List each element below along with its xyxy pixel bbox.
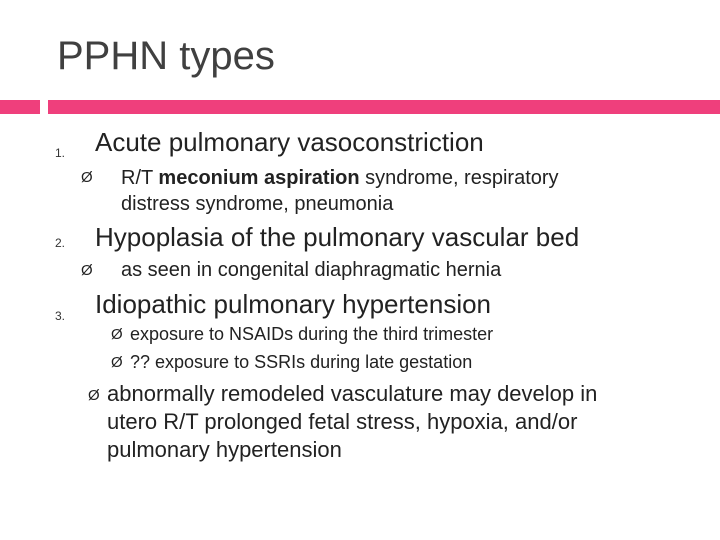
sub-item-1-prefix: R/T xyxy=(121,167,159,189)
accent-bar-left xyxy=(0,100,40,114)
sub-item-1 xyxy=(121,165,681,217)
list-item-3: Idiopathic pulmonary hypertension xyxy=(95,289,492,319)
accent-bar-right xyxy=(48,100,720,114)
sub-item-1-line2: distress syndrome, pneumonia xyxy=(121,193,394,215)
sub-item-3c-line3: pulmonary hypertension xyxy=(107,437,342,462)
list-number-3: 3. xyxy=(55,309,66,323)
sub-item-3b: ?? exposure to SSRIs during late gestation xyxy=(130,352,473,372)
arrow-bullet-icon: Ø xyxy=(111,354,123,371)
sub-item-3c-line1: abnormally remodeled vasculature may develop in xyxy=(107,381,598,406)
sub-item-1-bold: meconium aspiration xyxy=(158,167,360,189)
list-number-1: 1. xyxy=(55,146,66,160)
sub-item-1-line1 xyxy=(121,165,681,191)
sub-item-3c xyxy=(107,380,707,464)
arrow-bullet-icon: Ø xyxy=(111,326,123,343)
sub-item-2: as seen in congenital diaphragmatic hernia xyxy=(121,259,502,281)
arrow-bullet-icon: Ø xyxy=(81,169,93,186)
sub-item-3a: exposure to NSAIDs during the third trimester xyxy=(130,324,494,344)
list-item-2: Hypoplasia of the pulmonary vascular bed xyxy=(95,222,580,252)
sub-item-3c-line2: utero R/T prolonged fetal stress, hypoxia, and/or xyxy=(107,409,578,434)
sub-item-1-suffix: syndrome, respiratory xyxy=(359,167,559,189)
arrow-bullet-icon: Ø xyxy=(88,387,100,404)
list-item-1: Acute pulmonary vasoconstriction xyxy=(95,127,484,157)
arrow-bullet-icon: Ø xyxy=(81,262,93,279)
list-number-2: 2. xyxy=(55,236,66,250)
slide-title: PPHN types xyxy=(57,34,275,78)
